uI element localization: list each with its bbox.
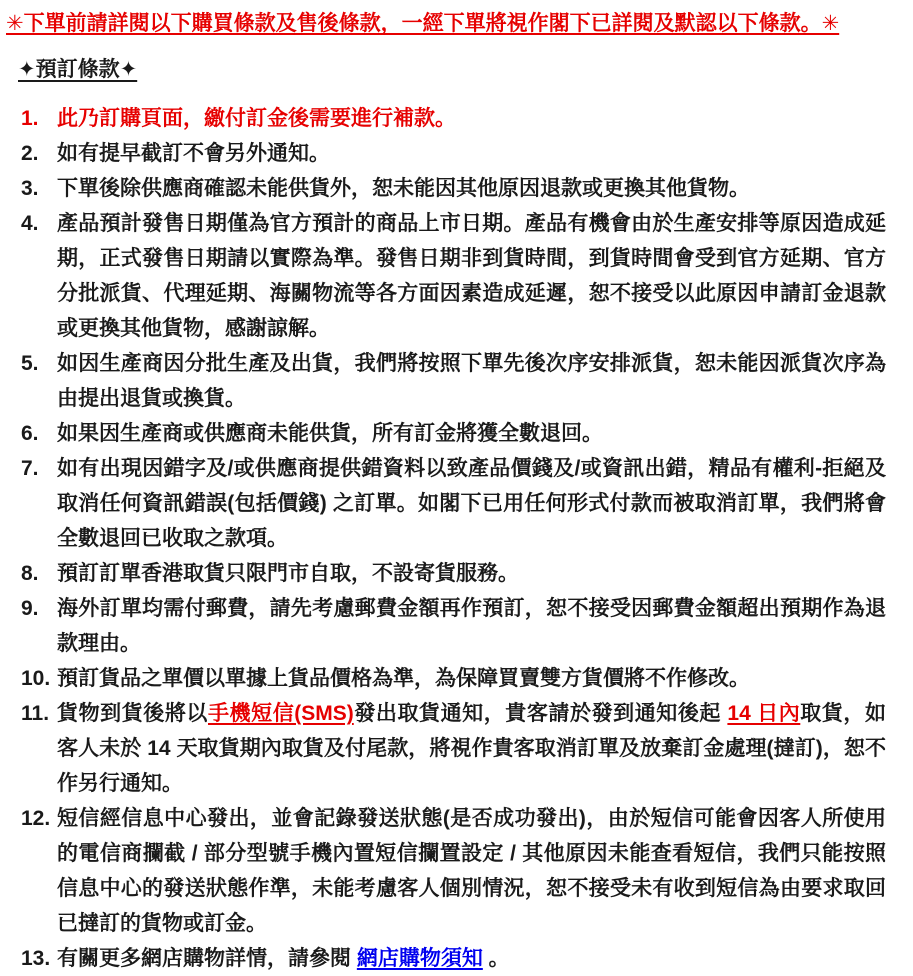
term-text-segment: 預訂訂單香港取貨只限門市自取，不設寄貨服務。	[57, 562, 519, 585]
term-text	[57, 346, 886, 416]
term-text-segment: 如有出現因錯字及/或供應商提供錯資料以致產品價錢及/或資訊出錯，精品有權利-拒絕及取消任何資訊錯誤(包括價錢) 之訂單。如閣下已用任何形式付款而被取消訂單，我們將會全數退回已收取之款項。	[57, 457, 886, 550]
term-text-segment: 預訂貨品之單價以單據上貨品價格為準，為保障買賣雙方貨價將不作修改。	[57, 667, 750, 690]
term-number: 12.	[21, 807, 51, 830]
term-item	[21, 696, 886, 801]
term-text-segment: 如因生產商因分批生產及出貨，我們將按照下單先後次序安排派貨，恕未能因派貨次序為由提出退貨或換貨。	[57, 352, 886, 410]
shop-notice-link[interactable]: 網店購物須知	[356, 947, 483, 970]
term-item	[21, 451, 886, 556]
term-number: 6.	[21, 422, 39, 445]
term-item	[21, 801, 886, 941]
term-text-segment: 如果因生產商或供應商未能供貨，所有訂金將獲全數退回。	[57, 422, 603, 445]
term-text	[57, 416, 886, 451]
term-text-segment: 短信經信息中心發出，並會記錄發送狀態(是否成功發出)，由於短信可能會因客人所使用的電信商攔截 / 部分型號手機內置短信攔置設定 / 其他原因未能查看短信，我們只能按照信息中心的發送狀態作準，未能考慮客人個別情況，恕不接受未有收到短信為由要求取回已撻訂的貨物或訂金。	[57, 807, 886, 935]
term-text-segment: 取貨，如客人未於 14 天取貨期內取貨及付尾款，將視作貴客取消訂單及放棄訂金處理(撻訂)，恕不作另行通知。	[57, 702, 887, 795]
term-text	[57, 661, 886, 696]
term-text-segment: 貨物到貨後將以	[57, 702, 208, 725]
term-text-segment: 此乃訂購頁面，繳付訂金後需要進行補款。	[57, 107, 456, 130]
term-text-segment: 下單後除供應商確認未能供貨外，恕未能因其他原因退款或更換其他貨物。	[57, 177, 750, 200]
term-number: 7.	[21, 457, 39, 480]
term-text	[57, 556, 886, 591]
term-item	[21, 591, 886, 661]
term-text	[57, 136, 886, 171]
red-emphasis-text: 14 日內	[727, 702, 801, 725]
term-item	[21, 346, 886, 416]
term-text	[57, 591, 886, 661]
term-text-segment: 有關更多網店購物詳情，請參閱	[57, 947, 357, 970]
term-number: 9.	[21, 597, 39, 620]
term-number: 1.	[21, 107, 39, 130]
terms-list	[21, 101, 886, 976]
term-number: 2.	[21, 142, 39, 165]
term-number: 13.	[21, 947, 51, 970]
term-text	[57, 171, 886, 206]
term-text	[57, 451, 886, 556]
term-text-segment: 海外訂單均需付郵費，請先考慮郵費金額再作預訂，恕不接受因郵費金額超出預期作為退款理由。	[57, 597, 886, 655]
term-text-segment: 。	[482, 947, 510, 970]
term-number: 11.	[21, 702, 50, 725]
term-text-segment: 發出取貨通知，貴客請於發到通知後起	[353, 702, 728, 725]
term-number: 5.	[21, 352, 39, 375]
term-item	[21, 661, 886, 696]
term-text-segment: 如有提早截訂不會另外通知。	[57, 142, 330, 165]
red-emphasis-text: 手機短信(SMS)	[207, 702, 354, 725]
term-item	[21, 416, 886, 451]
term-text	[57, 941, 886, 976]
term-text-segment: 產品預計發售日期僅為官方預計的商品上市日期。產品有機會由於生產安排等原因造成延期，正式發售日期請以實際為準。發售日期非到貨時間，到貨時間會受到官方延期、官方分批派貨、代理延期、海關物流等各方面因素造成延遲，恕不接受以此原因申請訂金退款或更換其他貨物，感謝諒解。	[57, 212, 886, 340]
term-text	[57, 101, 886, 136]
term-number: 4.	[21, 212, 39, 235]
term-item	[21, 101, 886, 136]
terms-warning-header: ✳下單前請詳閱以下購買條款及售後條款，一經下單將視作閣下已詳閱及默認以下條款。✳	[6, 12, 840, 35]
term-number: 8.	[21, 562, 39, 585]
term-item	[21, 171, 886, 206]
term-item	[21, 556, 886, 591]
term-item	[21, 206, 886, 346]
term-number: 3.	[21, 177, 39, 200]
term-text	[57, 696, 886, 801]
term-item	[21, 941, 886, 976]
section-title-preorder-terms: ✦預訂條款✦	[18, 58, 138, 81]
term-number: 10.	[21, 667, 51, 690]
term-text	[57, 801, 886, 941]
term-text	[57, 206, 886, 346]
term-item	[21, 136, 886, 171]
